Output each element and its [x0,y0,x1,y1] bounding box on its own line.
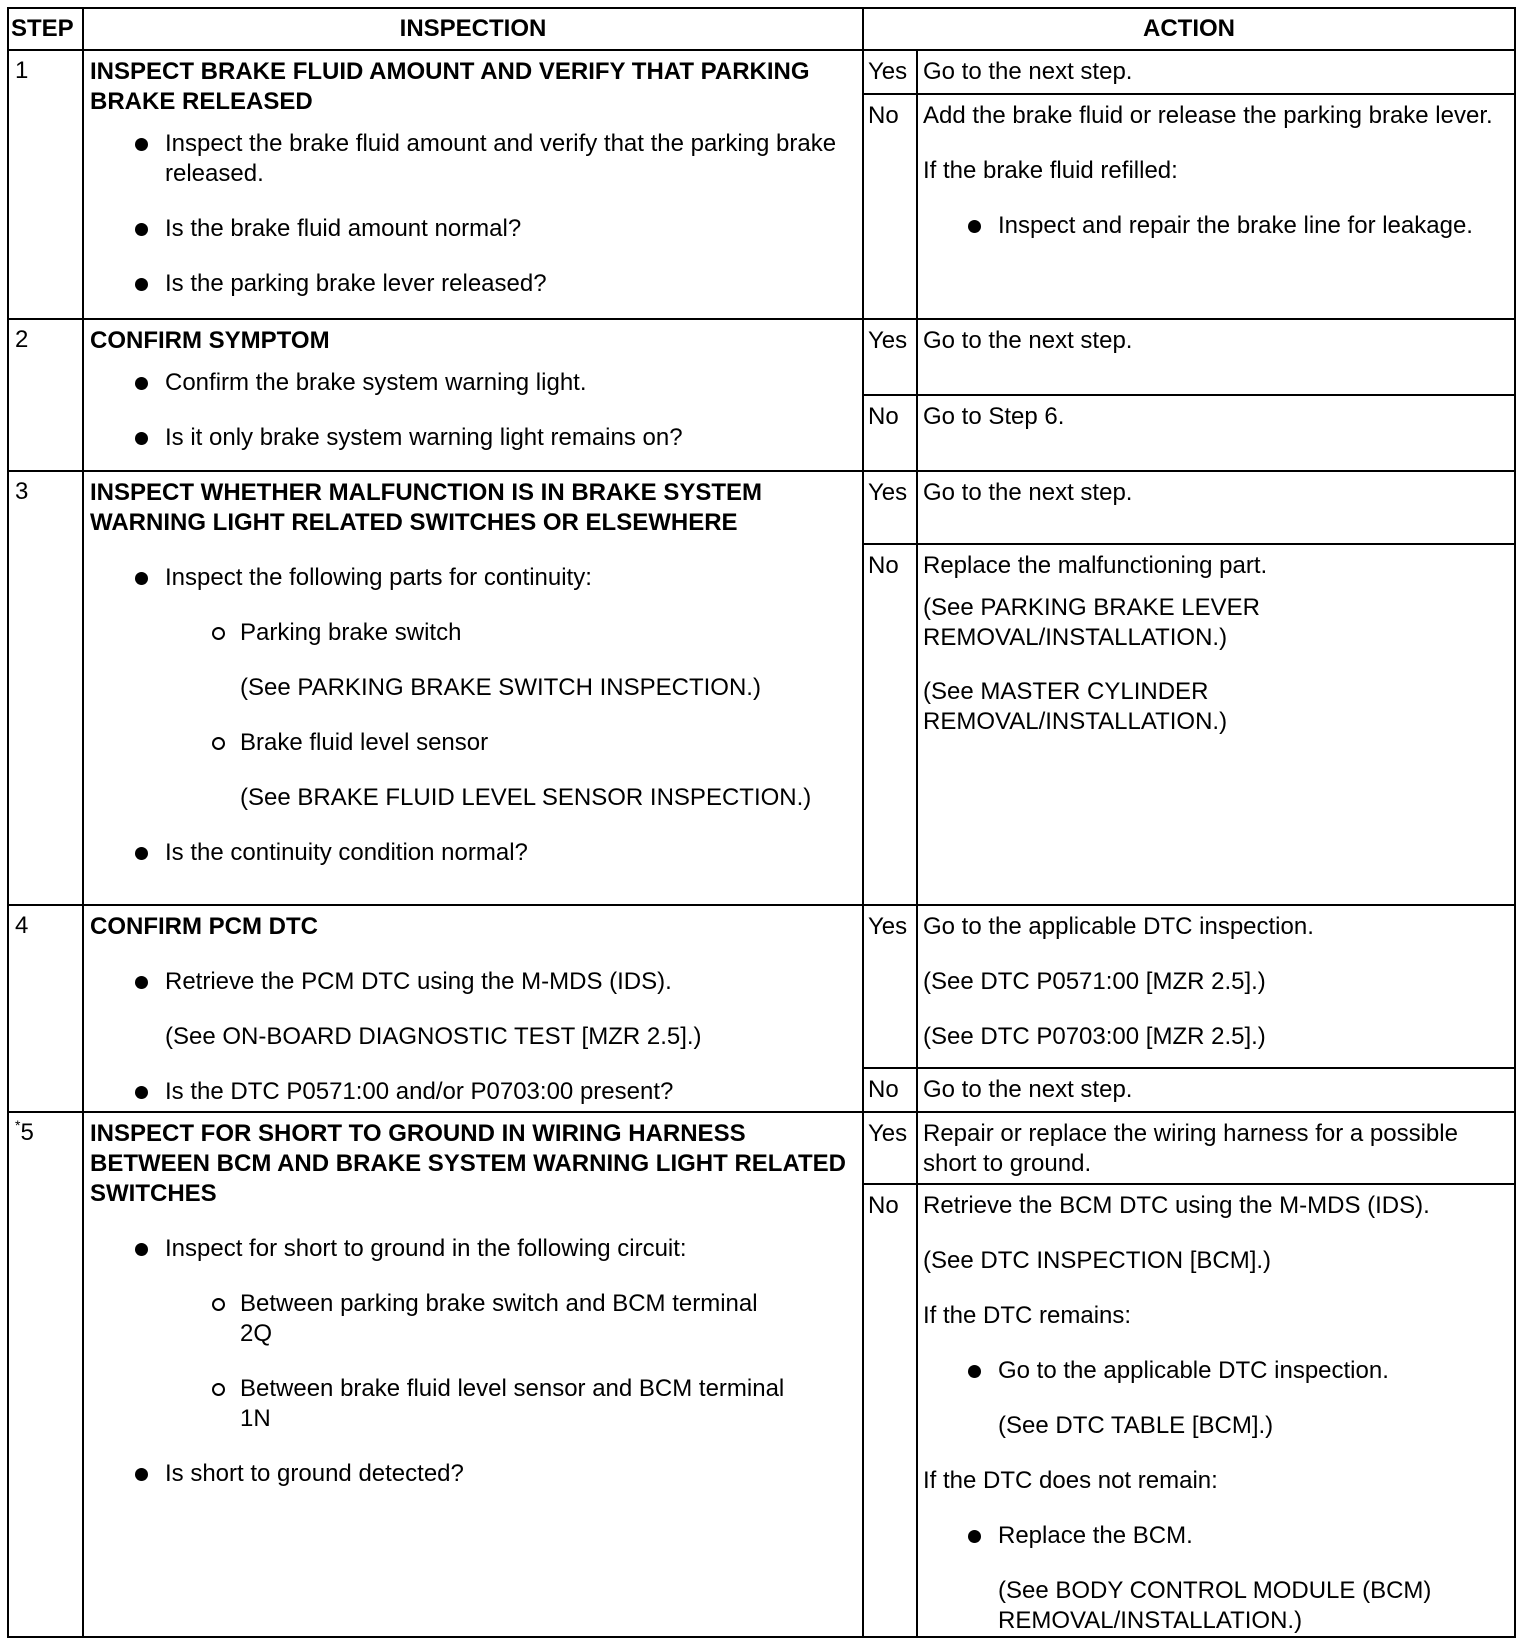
bullet-icon [135,138,148,151]
header-row [8,8,1515,50]
bullet-icon [135,976,148,989]
reference-text: (See PARKING BRAKE SWITCH INSPECTION.) [240,674,761,701]
step-title: CONFIRM PCM DTC [90,913,318,940]
bullet-icon [135,572,148,585]
inspection-cell [83,905,863,1112]
yes-label: Yes [863,905,917,1068]
yes-action: Repair or replace the wiring harness for a possible short to ground. [917,1112,1515,1184]
sub-list-item: Between brake fluid level sensor and BCM terminal 1N [90,1374,854,1434]
no-action [917,544,1515,905]
list-item: Inspect and repair the brake line for leakage. [923,211,1508,241]
no-action [917,94,1515,319]
list-item: Retrieve the PCM DTC using the M-MDS (IDS). [90,967,854,997]
action-text: Replace the malfunctioning part. [923,552,1268,579]
reference-text: (See MASTER CYLINDER REMOVAL/INSTALLATION.) [923,678,1228,735]
list-item: Is short to ground detected? [90,1459,854,1489]
action-text: Go to the applicable DTC inspection. [923,913,1314,940]
yes-action: Go to the next step. [917,471,1515,544]
no-action [917,1184,1515,1637]
step-title: INSPECT BRAKE FLUID AMOUNT AND VERIFY THAT PARKING BRAKE RELEASED [90,58,810,115]
yes-action: Go to the next step. [917,319,1515,395]
bullet-icon [135,1468,148,1481]
step-number: 4 [8,905,83,1112]
action-text: If the DTC does not remain: [923,1467,1218,1494]
no-action: Go to the next step. [917,1068,1515,1112]
yes-label: Yes [863,319,917,395]
troubleshooting-table [7,7,1516,1638]
reference-text: (See DTC P0703:00 [MZR 2.5].) [923,1023,1266,1050]
list-item: Is the brake fluid amount normal? [90,214,854,244]
table-row [8,319,1515,395]
list-item: Is the DTC P0571:00 and/or P0703:00 present? [90,1077,854,1107]
list-item: Inspect for short to ground in the following circuit: [90,1234,854,1264]
procedure-page [7,7,1514,1639]
yes-label: Yes [863,1112,917,1184]
step-number: 3 [8,471,83,905]
inspection-header: INSPECTION [83,8,863,50]
yes-label: Yes [863,471,917,544]
step-asterisk: * [15,1117,21,1133]
table-row [8,50,1515,94]
bullet-icon [135,278,148,291]
yes-label: Yes [863,50,917,94]
list-item: Inspect the brake fluid amount and verify that the parking brake released. [90,129,854,189]
circle-bullet-icon [212,1383,225,1396]
bullet-icon [135,1086,148,1099]
list-item: Is it only brake system warning light remains on? [90,423,854,453]
step-title: INSPECT FOR SHORT TO GROUND IN WIRING HARNESS BETWEEN BCM AND BRAKE SYSTEM WARNING LIGHT RELATED SWITCHES [90,1120,846,1207]
reference-text: (See BRAKE FLUID LEVEL SENSOR INSPECTION.) [240,784,812,811]
reference-text: (See PARKING BRAKE LEVER REMOVAL/INSTALLATION.) [923,594,1261,651]
bullet-icon [135,432,148,445]
circle-bullet-icon [212,627,225,640]
step-number: *5 [8,1112,83,1637]
reference-text: (See ON-BOARD DIAGNOSTIC TEST [MZR 2.5].) [165,1023,702,1050]
bullet-icon [968,1365,981,1378]
bullet-icon [968,220,981,233]
sub-list-item: Parking brake switch [90,618,854,648]
yes-action [917,905,1515,1068]
step-number: 1 [8,50,83,319]
list-item: Confirm the brake system warning light. [90,368,854,398]
inspection-cell [83,50,863,319]
no-label: No [863,94,917,319]
bullet-icon [135,223,148,236]
table-row [8,471,1515,544]
reference-text: (See DTC INSPECTION [BCM].) [923,1247,1272,1274]
sub-list-item: Between parking brake switch and BCM terminal 2Q [90,1289,854,1349]
no-label: No [863,1068,917,1112]
circle-bullet-icon [212,1298,225,1311]
yes-action: Go to the next step. [917,50,1515,94]
no-label: No [863,395,917,471]
bullet-icon [135,847,148,860]
circle-bullet-icon [212,737,225,750]
no-label: No [863,544,917,905]
step-number: 2 [8,319,83,471]
sub-list-item: Brake fluid level sensor [90,728,854,758]
step-title: INSPECT WHETHER MALFUNCTION IS IN BRAKE SYSTEM WARNING LIGHT RELATED SWITCHES OR ELSEWHERE [90,479,763,536]
inspection-cell [83,471,863,905]
list-item: Is the parking brake lever released? [90,269,854,299]
inspection-cell [83,319,863,471]
table-row [8,1112,1515,1184]
list-item: Go to the applicable DTC inspection. [923,1356,1508,1386]
bullet-icon [135,377,148,390]
action-text: If the DTC remains: [923,1302,1132,1329]
reference-text: (See DTC TABLE [BCM].) [998,1412,1274,1439]
reference-text: (See DTC P0571:00 [MZR 2.5].) [923,968,1266,995]
action-text: Retrieve the BCM DTC using the M-MDS (IDS). [923,1192,1430,1219]
inspection-cell [83,1112,863,1637]
reference-text: (See BODY CONTROL MODULE (BCM) REMOVAL/INSTALLATION.) [998,1577,1432,1634]
list-item: Inspect the following parts for continuity: [90,563,854,593]
no-action: Go to Step 6. [917,395,1515,471]
no-label: No [863,1184,917,1637]
step-title: CONFIRM SYMPTOM [90,327,330,354]
list-item: Is the continuity condition normal? [90,838,854,868]
table-row [8,905,1515,1068]
action-text: Add the brake fluid or release the parking brake lever. [923,102,1493,129]
step-header: STEP [8,8,83,50]
bullet-icon [135,1243,148,1256]
action-text: If the brake fluid refilled: [923,157,1178,184]
action-header: ACTION [863,8,1515,50]
list-item: Replace the BCM. [923,1521,1508,1551]
bullet-icon [968,1530,981,1543]
